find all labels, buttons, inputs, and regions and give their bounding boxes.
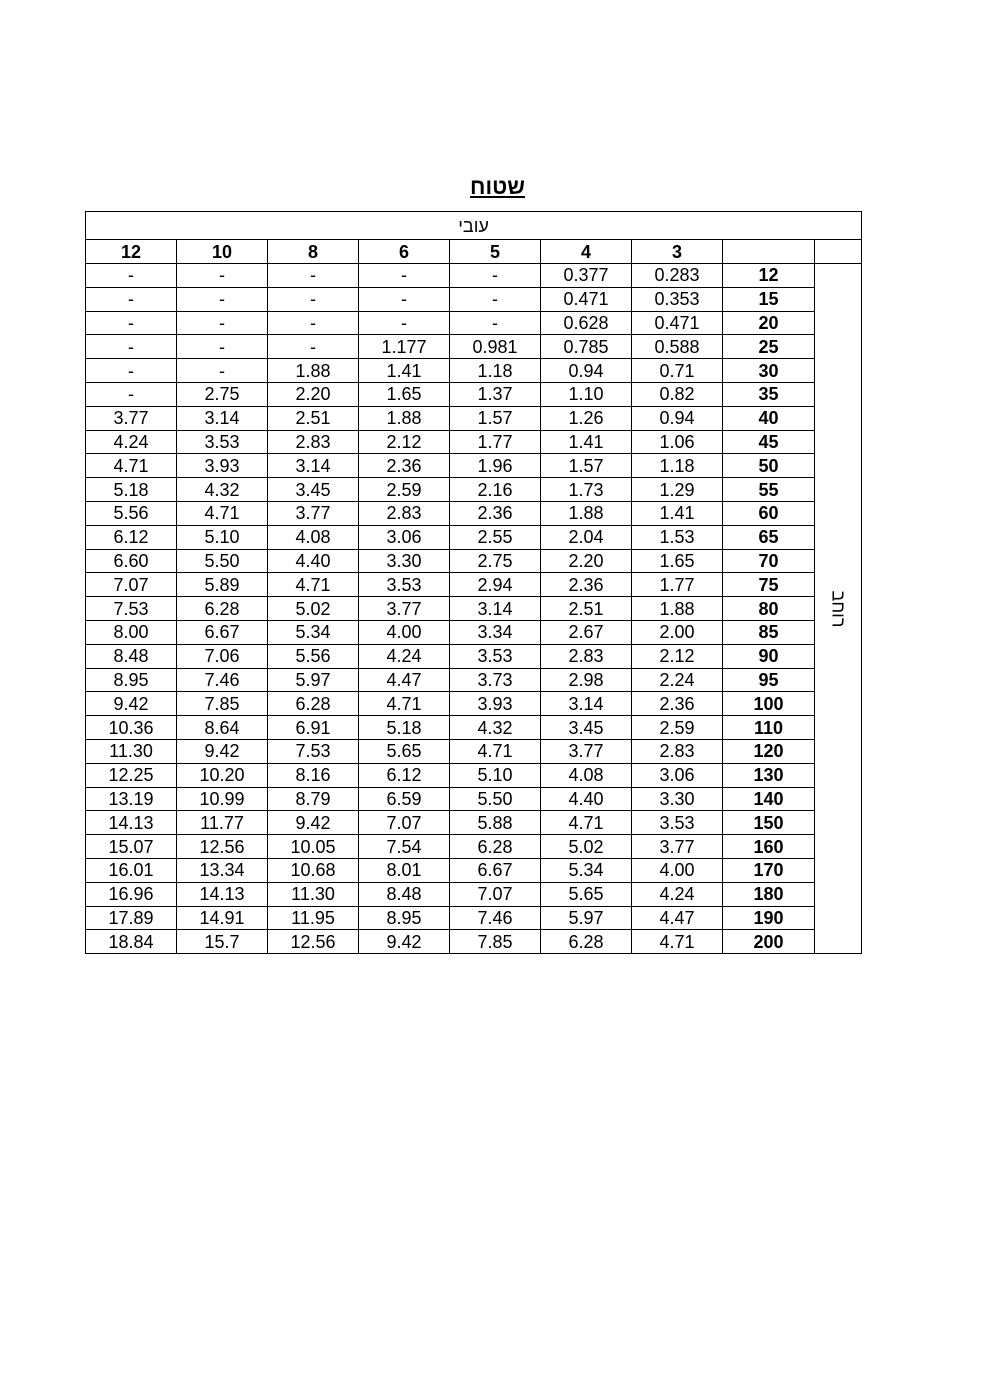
weight-cell: 5.10 (177, 525, 268, 549)
table-row (86, 930, 862, 954)
weight-cell: 5.02 (541, 835, 632, 859)
weight-cell: 0.94 (541, 359, 632, 383)
width-row-label: 15 (723, 287, 815, 311)
weight-cell: 2.16 (450, 478, 541, 502)
weight-cell: 3.14 (541, 692, 632, 716)
weight-cell: 1.57 (541, 454, 632, 478)
weight-cell: 3.30 (632, 787, 723, 811)
weight-cell: 3.14 (268, 454, 359, 478)
weight-cell: 0.377 (541, 264, 632, 288)
weight-cell: - (177, 311, 268, 335)
weight-cell: 2.83 (268, 430, 359, 454)
table-row (86, 359, 862, 383)
weight-cell: 10.05 (268, 835, 359, 859)
table-row (86, 311, 862, 335)
weight-cell: 16.01 (86, 858, 177, 882)
table-row (86, 525, 862, 549)
weight-cell: 11.30 (268, 882, 359, 906)
weight-cell: 1.10 (541, 382, 632, 406)
weight-cell: 5.18 (86, 478, 177, 502)
width-row-label: 75 (723, 573, 815, 597)
weight-cell: 10.68 (268, 858, 359, 882)
weight-cell: 8.00 (86, 620, 177, 644)
width-row-label: 160 (723, 835, 815, 859)
weight-cell: 1.41 (632, 501, 723, 525)
header-side-corner-cell (815, 240, 862, 264)
weight-cell: 4.71 (632, 930, 723, 954)
width-row-label: 90 (723, 644, 815, 668)
weight-cell: 2.00 (632, 620, 723, 644)
weight-cell: - (86, 382, 177, 406)
width-row-label: 190 (723, 906, 815, 930)
weight-cell: 5.65 (541, 882, 632, 906)
weight-cell: 8.95 (359, 906, 450, 930)
weight-cell: 1.177 (359, 335, 450, 359)
weight-cell: 7.46 (450, 906, 541, 930)
weight-cell: 7.06 (177, 644, 268, 668)
width-row-label: 40 (723, 406, 815, 430)
weight-cell: 5.10 (450, 763, 541, 787)
table-row (86, 335, 862, 359)
weight-cell: 0.628 (541, 311, 632, 335)
weight-cell: 11.30 (86, 739, 177, 763)
weight-cell: 1.37 (450, 382, 541, 406)
weight-cell: 0.471 (632, 311, 723, 335)
weight-cell: - (450, 264, 541, 288)
weight-cell: 5.56 (268, 644, 359, 668)
width-side-label-cell (815, 264, 862, 954)
weight-cell: 2.24 (632, 668, 723, 692)
weight-cell: 3.93 (177, 454, 268, 478)
weight-cell: 2.36 (541, 573, 632, 597)
weight-cell: 1.73 (541, 478, 632, 502)
weight-cell: 2.83 (632, 739, 723, 763)
weight-cell: - (86, 264, 177, 288)
weight-cell: 4.24 (359, 644, 450, 668)
weight-cell: - (359, 264, 450, 288)
weight-cell: 3.30 (359, 549, 450, 573)
weight-cell: 10.99 (177, 787, 268, 811)
weight-cell: 5.97 (268, 668, 359, 692)
weight-cell: 3.77 (268, 501, 359, 525)
table-row (86, 882, 862, 906)
weight-cell: 5.56 (86, 501, 177, 525)
width-row-label: 30 (723, 359, 815, 383)
weight-cell: 1.96 (450, 454, 541, 478)
weight-cell: 8.79 (268, 787, 359, 811)
weight-cell: 4.71 (541, 811, 632, 835)
weight-cell: 5.50 (177, 549, 268, 573)
table-row (86, 668, 862, 692)
weight-cell: 5.89 (177, 573, 268, 597)
weight-cell: 18.84 (86, 930, 177, 954)
weight-cell: 11.77 (177, 811, 268, 835)
weight-cell: 3.53 (177, 430, 268, 454)
weight-cell: 7.07 (86, 573, 177, 597)
weight-cell: - (86, 287, 177, 311)
table-row (86, 716, 862, 740)
table-row (86, 406, 862, 430)
weight-cell: 4.00 (359, 620, 450, 644)
weight-cell: 14.13 (177, 882, 268, 906)
width-side-label: רוחב (828, 590, 849, 627)
weight-cell: 6.12 (359, 763, 450, 787)
weight-cell: 4.08 (541, 763, 632, 787)
weight-cell: 3.77 (359, 597, 450, 621)
weight-cell: 3.45 (268, 478, 359, 502)
table-row (86, 858, 862, 882)
weight-cell: 1.26 (541, 406, 632, 430)
weight-cell: 5.97 (541, 906, 632, 930)
weight-cell: 2.20 (541, 549, 632, 573)
table-row (86, 549, 862, 573)
weight-cell: 17.89 (86, 906, 177, 930)
weight-cell: - (177, 335, 268, 359)
table-row (86, 454, 862, 478)
weight-cell: 4.08 (268, 525, 359, 549)
width-row-label: 25 (723, 335, 815, 359)
weight-cell: 5.88 (450, 811, 541, 835)
weight-cell: 2.75 (450, 549, 541, 573)
weight-cell: 6.67 (450, 858, 541, 882)
weight-cell: 3.34 (450, 620, 541, 644)
width-row-label: 12 (723, 264, 815, 288)
weight-cell: 6.91 (268, 716, 359, 740)
weight-cell: 3.14 (450, 597, 541, 621)
thickness-header: 4 (541, 240, 632, 264)
weight-cell: 7.85 (177, 692, 268, 716)
width-row-label: 100 (723, 692, 815, 716)
weight-table-container (85, 211, 861, 954)
weight-cell: 2.04 (541, 525, 632, 549)
header-corner-cell (723, 240, 815, 264)
weight-cell: - (177, 359, 268, 383)
weight-cell: 3.53 (632, 811, 723, 835)
width-row-label: 170 (723, 858, 815, 882)
weight-cell: 1.88 (268, 359, 359, 383)
weight-cell: - (450, 311, 541, 335)
table-row (86, 906, 862, 930)
thickness-header: 6 (359, 240, 450, 264)
weight-cell: 5.34 (268, 620, 359, 644)
weight-cell: 2.55 (450, 525, 541, 549)
weight-cell: 0.785 (541, 335, 632, 359)
weight-cell: 14.91 (177, 906, 268, 930)
weight-cell: 2.59 (359, 478, 450, 502)
weight-cell: - (359, 287, 450, 311)
width-row-label: 130 (723, 763, 815, 787)
weight-cell: 1.65 (359, 382, 450, 406)
weight-cell: 3.14 (177, 406, 268, 430)
weight-cell: 2.12 (632, 644, 723, 668)
weight-cell: 6.12 (86, 525, 177, 549)
weight-cell: 4.24 (632, 882, 723, 906)
weight-cell: 3.53 (450, 644, 541, 668)
weight-cell: 4.71 (177, 501, 268, 525)
width-row-label: 150 (723, 811, 815, 835)
weight-cell: - (359, 311, 450, 335)
weight-cell: 6.59 (359, 787, 450, 811)
weight-cell: - (268, 287, 359, 311)
weight-cell: 5.18 (359, 716, 450, 740)
weight-cell: - (86, 335, 177, 359)
weight-cell: - (86, 359, 177, 383)
weight-cell: 14.13 (86, 811, 177, 835)
weight-cell: 2.51 (541, 597, 632, 621)
weight-cell: 1.88 (359, 406, 450, 430)
width-row-label: 45 (723, 430, 815, 454)
width-row-label: 70 (723, 549, 815, 573)
thickness-header-row (86, 240, 862, 264)
weight-cell: 2.36 (450, 501, 541, 525)
weight-cell: 12.56 (177, 835, 268, 859)
weight-cell: 13.19 (86, 787, 177, 811)
weight-cell: - (268, 335, 359, 359)
weight-cell: 3.77 (632, 835, 723, 859)
weight-cell: - (86, 311, 177, 335)
weight-cell: 3.45 (541, 716, 632, 740)
weight-cell: 4.40 (541, 787, 632, 811)
weight-cell: 2.94 (450, 573, 541, 597)
weight-cell: 15.07 (86, 835, 177, 859)
weight-cell: 1.53 (632, 525, 723, 549)
weight-cell: 0.94 (632, 406, 723, 430)
weight-cell: 8.01 (359, 858, 450, 882)
table-row (86, 811, 862, 835)
weight-cell: 3.77 (541, 739, 632, 763)
weight-cell: - (268, 311, 359, 335)
table-row (86, 430, 862, 454)
weight-cell: 3.73 (450, 668, 541, 692)
weight-cell: 4.32 (177, 478, 268, 502)
weight-cell: 6.28 (268, 692, 359, 716)
weight-cell: 3.53 (359, 573, 450, 597)
width-row-label: 200 (723, 930, 815, 954)
weight-cell: 0.588 (632, 335, 723, 359)
width-row-label: 35 (723, 382, 815, 406)
weight-cell: 0.471 (541, 287, 632, 311)
width-row-label: 20 (723, 311, 815, 335)
weight-cell: 2.20 (268, 382, 359, 406)
weight-cell: 3.93 (450, 692, 541, 716)
width-row-label: 180 (723, 882, 815, 906)
weight-cell: 4.24 (86, 430, 177, 454)
thickness-header: 3 (632, 240, 723, 264)
weight-cell: 2.83 (541, 644, 632, 668)
width-row-label: 95 (723, 668, 815, 692)
weight-cell: - (177, 287, 268, 311)
weight-cell: 9.42 (86, 692, 177, 716)
weight-cell: 1.29 (632, 478, 723, 502)
width-row-label: 110 (723, 716, 815, 740)
weight-cell: 8.95 (86, 668, 177, 692)
weight-cell: 7.54 (359, 835, 450, 859)
weight-cell: 8.16 (268, 763, 359, 787)
width-row-label: 60 (723, 501, 815, 525)
weight-cell: 0.82 (632, 382, 723, 406)
weight-cell: 1.57 (450, 406, 541, 430)
weight-cell: 15.7 (177, 930, 268, 954)
weight-cell: 7.53 (86, 597, 177, 621)
weight-cell: 0.353 (632, 287, 723, 311)
table-row (86, 501, 862, 525)
weight-cell: 4.71 (450, 739, 541, 763)
weight-cell: 12.56 (268, 930, 359, 954)
weight-cell: 0.283 (632, 264, 723, 288)
width-row-label: 55 (723, 478, 815, 502)
weight-cell: 10.36 (86, 716, 177, 740)
weight-cell: 7.07 (359, 811, 450, 835)
weight-cell: 1.18 (450, 359, 541, 383)
weight-cell: 2.83 (359, 501, 450, 525)
width-row-label: 120 (723, 739, 815, 763)
weight-cell: 7.46 (177, 668, 268, 692)
weight-cell: 1.77 (632, 573, 723, 597)
weight-cell: 13.34 (177, 858, 268, 882)
table-row (86, 478, 862, 502)
weight-cell: - (450, 287, 541, 311)
weight-cell: 4.47 (632, 906, 723, 930)
weight-cell: 3.06 (359, 525, 450, 549)
table-row (86, 763, 862, 787)
flat-bar-weight-table (85, 211, 862, 954)
weight-cell: 2.51 (268, 406, 359, 430)
weight-cell: 5.65 (359, 739, 450, 763)
thickness-title-row (86, 212, 862, 240)
weight-cell: 5.34 (541, 858, 632, 882)
table-row (86, 739, 862, 763)
table-row (86, 644, 862, 668)
table-row (86, 573, 862, 597)
table-row (86, 620, 862, 644)
weight-cell: 1.06 (632, 430, 723, 454)
document-title: שטוח (470, 174, 525, 199)
weight-cell: 7.07 (450, 882, 541, 906)
weight-cell: 4.47 (359, 668, 450, 692)
weight-cell: 3.77 (86, 406, 177, 430)
weight-cell: 2.12 (359, 430, 450, 454)
weight-cell: 1.77 (450, 430, 541, 454)
weight-cell: 5.02 (268, 597, 359, 621)
weight-cell: 2.59 (632, 716, 723, 740)
thickness-header: 8 (268, 240, 359, 264)
weight-cell: 1.18 (632, 454, 723, 478)
weight-cell: 6.28 (450, 835, 541, 859)
weight-cell: 6.67 (177, 620, 268, 644)
table-row (86, 787, 862, 811)
weight-cell: 9.42 (268, 811, 359, 835)
table-row (86, 264, 862, 288)
weight-cell: 4.00 (632, 858, 723, 882)
weight-cell: 0.981 (450, 335, 541, 359)
weight-cell: 6.28 (177, 597, 268, 621)
weight-cell: 4.32 (450, 716, 541, 740)
weight-cell: 3.06 (632, 763, 723, 787)
weight-cell: 8.48 (86, 644, 177, 668)
table-row (86, 597, 862, 621)
weight-cell: - (268, 264, 359, 288)
weight-cell: 16.96 (86, 882, 177, 906)
weight-cell: 2.67 (541, 620, 632, 644)
width-row-label: 65 (723, 525, 815, 549)
thickness-label: עובי (86, 212, 862, 240)
weight-cell: 1.41 (359, 359, 450, 383)
weight-cell: 7.85 (450, 930, 541, 954)
table-row (86, 287, 862, 311)
weight-cell: 1.65 (632, 549, 723, 573)
table-row (86, 382, 862, 406)
weight-cell: 10.20 (177, 763, 268, 787)
weight-cell: 8.64 (177, 716, 268, 740)
weight-cell: 2.98 (541, 668, 632, 692)
width-row-label: 80 (723, 597, 815, 621)
weight-cell: 1.88 (541, 501, 632, 525)
thickness-header: 12 (86, 240, 177, 264)
weight-cell: 7.53 (268, 739, 359, 763)
weight-cell: 2.36 (632, 692, 723, 716)
width-row-label: 85 (723, 620, 815, 644)
weight-cell: 2.36 (359, 454, 450, 478)
thickness-header: 5 (450, 240, 541, 264)
weight-cell: 0.71 (632, 359, 723, 383)
weight-cell: 4.40 (268, 549, 359, 573)
weight-cell: 6.28 (541, 930, 632, 954)
weight-cell: 4.71 (359, 692, 450, 716)
weight-cell: 8.48 (359, 882, 450, 906)
weight-cell: 4.71 (86, 454, 177, 478)
weight-cell: 2.75 (177, 382, 268, 406)
weight-cell: - (177, 264, 268, 288)
weight-cell: 1.88 (632, 597, 723, 621)
weight-cell: 6.60 (86, 549, 177, 573)
thickness-header: 10 (177, 240, 268, 264)
width-row-label: 50 (723, 454, 815, 478)
table-body (86, 264, 862, 954)
table-row (86, 835, 862, 859)
weight-cell: 5.50 (450, 787, 541, 811)
weight-cell: 12.25 (86, 763, 177, 787)
weight-cell: 9.42 (177, 739, 268, 763)
table-row (86, 692, 862, 716)
weight-cell: 4.71 (268, 573, 359, 597)
weight-cell: 11.95 (268, 906, 359, 930)
weight-cell: 1.41 (541, 430, 632, 454)
width-row-label: 140 (723, 787, 815, 811)
weight-cell: 9.42 (359, 930, 450, 954)
